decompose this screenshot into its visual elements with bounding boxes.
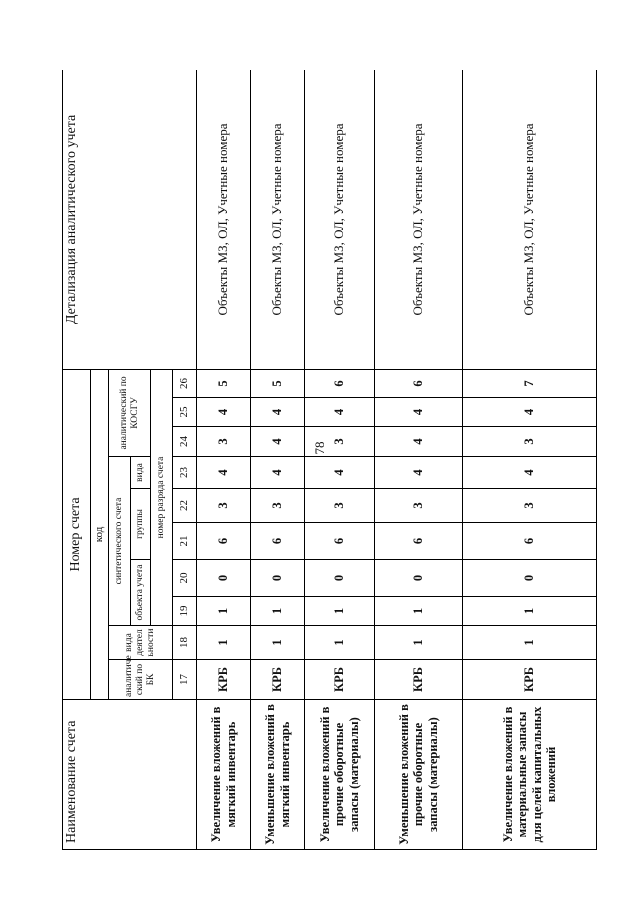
table-row [463, 70, 597, 850]
row-name: Увеличение вложений в прочие оборотные запасы (материалы) [305, 700, 375, 850]
row-cell: 4 [463, 398, 597, 427]
row-cell: 1 [197, 626, 251, 660]
header-activity-type: вида деятел ьности [109, 626, 173, 660]
column-number: 18 [173, 626, 197, 660]
row-cell: 6 [463, 523, 597, 560]
table-row [197, 70, 251, 850]
row-cell: 0 [197, 560, 251, 597]
row-cell: 4 [375, 398, 463, 427]
row-name: Уменьшение вложений в мягкий инвентарь [251, 700, 305, 850]
row-cell: КРБ [305, 660, 375, 700]
column-number: 22 [173, 489, 197, 523]
row-cell: 4 [375, 457, 463, 489]
row-detail: Объекты МЗ, ОЛ, Учетные номера [463, 70, 597, 369]
row-cell: 6 [305, 369, 375, 397]
row-cell: 5 [197, 369, 251, 397]
row-detail: Объекты МЗ, ОЛ, Учетные номера [305, 70, 375, 369]
table-row [375, 70, 463, 850]
row-cell: 4 [305, 457, 375, 489]
row-cell: 3 [251, 489, 305, 523]
row-cell: 6 [251, 523, 305, 560]
row-detail: Объекты МЗ, ОЛ, Учетные номера [197, 70, 251, 369]
row-cell: 6 [375, 523, 463, 560]
header-account-object: объекта учета [131, 560, 151, 626]
row-cell: 0 [463, 560, 597, 597]
header-analytic-bk: аналитиче ский по БК [109, 660, 173, 700]
header-account-name: Наименование счета [63, 700, 197, 850]
column-number: 19 [173, 597, 197, 626]
column-number: 17 [173, 660, 197, 700]
row-cell: 1 [197, 597, 251, 626]
row-cell: 0 [305, 560, 375, 597]
account-table [62, 70, 597, 850]
row-cell: 4 [463, 457, 597, 489]
row-cell: КРБ [197, 660, 251, 700]
row-cell: 4 [251, 398, 305, 427]
header-detail: Детализация аналитического учета [63, 70, 197, 369]
row-cell: 1 [375, 597, 463, 626]
table-row [305, 70, 375, 850]
row-cell: 3 [197, 489, 251, 523]
row-cell: 1 [375, 626, 463, 660]
table-row [251, 70, 305, 850]
column-number: 24 [173, 427, 197, 457]
document-sheet [62, 70, 597, 850]
row-detail: Объекты МЗ, ОЛ, Учетные номера [375, 70, 463, 369]
row-cell: 6 [305, 523, 375, 560]
row-cell: 4 [197, 457, 251, 489]
row-cell: 4 [375, 427, 463, 457]
header-account-number: Номер счета [63, 369, 91, 699]
row-cell: 1 [463, 626, 597, 660]
header-analytic-kosgu: аналитический по КОСГУ [109, 369, 151, 456]
row-cell: 1 [305, 626, 375, 660]
column-number: 20 [173, 560, 197, 597]
header-group: группы [131, 489, 151, 560]
header-digit-number: номер разряда счета [151, 369, 173, 625]
row-cell: 3 [375, 489, 463, 523]
row-cell: 6 [197, 523, 251, 560]
row-cell: 1 [251, 597, 305, 626]
row-cell: 3 [305, 427, 375, 457]
row-cell: 4 [305, 398, 375, 427]
rotated-table-wrapper [62, 70, 597, 850]
row-cell: 1 [463, 597, 597, 626]
column-number: 25 [173, 398, 197, 427]
row-cell: 4 [251, 427, 305, 457]
column-number: 21 [173, 523, 197, 560]
row-cell: 3 [197, 427, 251, 457]
row-cell: 3 [463, 489, 597, 523]
header-synthetic: синтетического счета [109, 457, 131, 626]
row-name: Уменьшение вложений в прочие оборотные запасы (материалы) [375, 700, 463, 850]
row-cell: КРБ [251, 660, 305, 700]
header-code: код [91, 369, 109, 699]
page-number: 78 [312, 441, 327, 455]
row-cell: 7 [463, 369, 597, 397]
row-cell: 1 [251, 626, 305, 660]
row-cell: 4 [251, 457, 305, 489]
row-cell: 4 [197, 398, 251, 427]
row-cell: КРБ [375, 660, 463, 700]
row-cell: 6 [375, 369, 463, 397]
header-kind: вида [131, 457, 151, 489]
row-cell: 5 [251, 369, 305, 397]
row-cell: 3 [463, 427, 597, 457]
row-cell: КРБ [463, 660, 597, 700]
column-number: 23 [173, 457, 197, 489]
row-cell: 0 [251, 560, 305, 597]
row-cell: 1 [305, 597, 375, 626]
row-cell: 3 [305, 489, 375, 523]
row-cell: 0 [375, 560, 463, 597]
row-name: Увеличение вложений в материальные запасы для целей капитальных вложений [463, 700, 597, 850]
row-detail: Объекты МЗ, ОЛ, Учетные номера [251, 70, 305, 369]
row-name: Увеличение вложений в мягкий инвентарь [197, 700, 251, 850]
column-number: 26 [173, 369, 197, 397]
